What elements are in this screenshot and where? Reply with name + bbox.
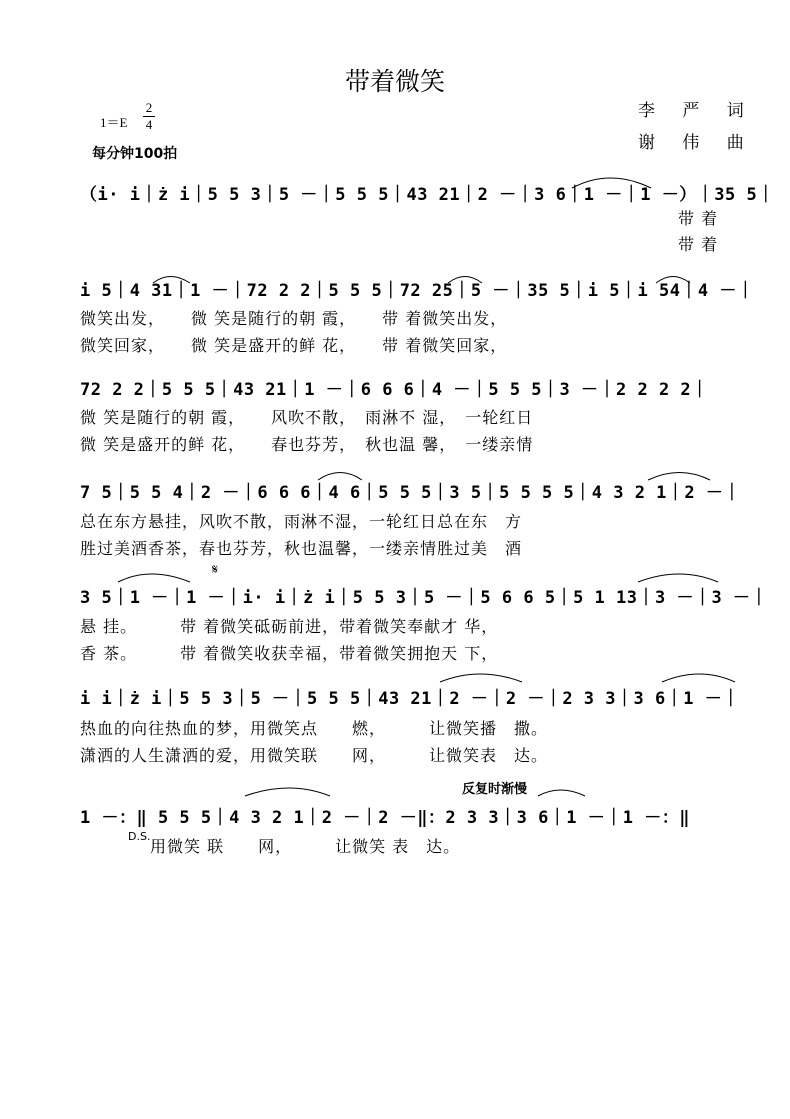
time-signature-bottom: 4 — [145, 117, 153, 132]
slur — [662, 674, 735, 682]
notation-line-3: 72 2 2｜5 5 5｜43 21｜1 －｜6 6 6｜4 －｜5 5 5｜3 －｜2 2 2 2｜ — [80, 380, 709, 400]
time-signature — [142, 100, 156, 133]
slur — [538, 790, 585, 796]
lyric-line-2a: 微笑出发， 微 笑是随行的朝 霞， 带 着微笑出发， — [80, 309, 508, 328]
notation-line-7: 1 －：‖ 5 5 5｜4 3 2 1｜2 －｜2 －‖：2 3 3｜3 6｜1 －｜1 －：‖ — [80, 808, 690, 828]
lyric-line-5a: 悬 挂。 带 着微笑砥砺前进，带着微笑奉献才 华， — [80, 617, 499, 636]
slur — [118, 574, 190, 582]
tempo-marking: 每分钟100拍 — [92, 146, 178, 162]
time-signature-top: 2 — [145, 100, 153, 115]
lyric-line-1a: 带 着 — [678, 209, 719, 228]
key-signature: 1＝E — [100, 115, 128, 130]
lyric-line-6b: 潇洒的人生潇洒的爱，用微笑联 网， 让微笑表 达。 — [80, 746, 549, 765]
lyric-line-5b: 香 茶。 带 着微笑收获幸福，带着微笑拥抱天 下， — [80, 644, 499, 663]
composer-credit: 谢 伟 曲 — [638, 133, 755, 153]
notation-line-2: i 5｜4 31｜1 －｜72 2 2｜5 5 5｜72 25｜5 －｜35 5｜i 5｜i 54｜4 －｜ — [80, 281, 755, 301]
segno-sign: 𝄋 — [212, 562, 219, 578]
notation-line-5: 3 5｜1 －｜1 －｜i· i｜ż i｜5 5 3｜5 －｜5 6 6 5｜5 1 13｜3 －｜3 －｜ — [80, 588, 768, 608]
lyric-line-3b: 微 笑是盛开的鲜 花， 春也芬芳， 秋也温 馨， 一缕亲情 — [80, 435, 534, 454]
slur — [440, 674, 522, 682]
lyric-line-3a: 微 笑是随行的朝 霞， 风吹不散， 雨淋不 湿， 一轮红日 — [80, 408, 534, 427]
slur — [638, 574, 718, 582]
notation-line-4: 7 5｜5 5 4｜2 －｜6 6 6｜4 6｜5 5 5｜3 5｜5 5 5 5｜4 3 2 1｜2 －｜ — [80, 483, 741, 503]
repeat-note: 反复时渐慢 — [462, 782, 528, 797]
lyricist-credit: 李 严 词 — [638, 101, 755, 121]
lyric-line-2b: 微笑回家， 微 笑是盛开的鲜 花， 带 着微笑回家， — [80, 336, 508, 355]
lyric-line-4b: 胜过美酒香茶，春也芬芳，秋也温馨，一缕亲情胜过美 酒 — [80, 539, 523, 558]
ds-marker: D.S. — [128, 830, 151, 843]
lyric-line-7: 用微笑 联 网， 让微笑 表 达。 — [150, 837, 461, 856]
slur — [245, 788, 330, 796]
lyric-line-1b: 带 着 — [678, 235, 719, 254]
notation-line-1: （i· i｜ż i｜5 5 3｜5 －｜5 5 5｜43 21｜2 －｜3 6｜1 －｜1 －）｜35 5｜ — [80, 185, 775, 205]
lyric-line-6a: 热血的向往热血的梦，用微笑点 燃， 让微笑播 撒。 — [80, 719, 549, 738]
lyric-line-4a: 总在东方悬挂，风吹不散，雨淋不湿，一轮红日总在东 方 — [80, 512, 523, 531]
notation-line-6: i i｜ż i｜5 5 3｜5 －｜5 5 5｜43 21｜2 －｜2 －｜2 3 3｜3 6｜1 －｜ — [80, 689, 740, 709]
song-title: 带着微笑 — [344, 67, 445, 96]
